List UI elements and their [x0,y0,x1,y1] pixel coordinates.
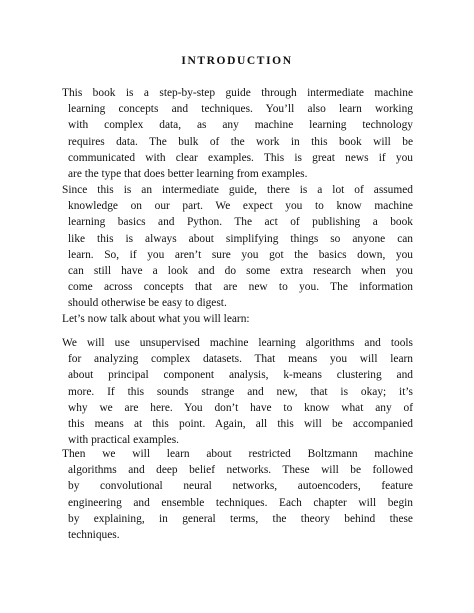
text-line: knowledge on our part. We expect you to know machine [68,200,413,213]
text-line: algorithms and deep belief networks. These will be followed [68,464,413,477]
text-line: communicated with clear examples. This is great news if you [68,151,413,164]
text-line: like this is always about simplifying things so anyone can [68,232,413,245]
text-line: Since this is an intermediate guide, there is a lot of assumed [62,184,413,196]
paragraph-2 [62,182,413,312]
text-line: come across concepts that are new to you. The information [68,281,413,294]
text-line: about principal component analysis, k-means clustering and [68,369,413,382]
text-line: can still have a look and do some extra research when you [68,265,413,278]
text-line: are the type that does better learning from examples. [68,168,308,181]
text-line: more. If this sounds strange and new, that is okay; it’s [68,385,413,398]
text-line: Then we will learn about restricted Boltzmann machine [62,448,413,460]
paragraph-1 [62,85,413,182]
text-line: techniques. [68,529,120,542]
text-line: Let’s now talk about what you will learn: [62,313,250,325]
text-line: this means at this point. Again, all this will be accompanied [68,418,413,431]
text-line: learning basics and Python. The act of publishing a book [68,216,413,229]
text-line: why we are here. You don’t have to know what any of [68,401,413,414]
text-line: with practical examples. [68,434,180,447]
text-line: This book is a step-by-step guide through intermediate machine [62,87,413,99]
text-line: by explaining, in general terms, the theory behind these [68,512,413,525]
text-line: by convolutional neural networks, autoencoders, feature [68,480,413,493]
text-line: requires data. The bulk of the work in this book will be [68,135,413,148]
paragraph-3 [62,311,413,327]
paragraph-5 [62,446,413,543]
text-line: learning concepts and techniques. You’ll also learn working [68,103,413,116]
page-title: INTRODUCTION [181,55,293,67]
text-line: engineering and ensemble techniques. Each chapter will begin [68,496,413,509]
text-line: We will use unsupervised machine learning algorithms and tools [62,337,413,349]
text-line: learn. So, if you aren’t sure you got the basics down, you [68,248,413,261]
paragraph-4 [62,335,413,448]
text-line: with complex data, as any machine learning technology [68,119,413,132]
text-line: should otherwise be easy to digest. [68,297,227,310]
text-line: for analyzing complex datasets. That means you will learn [68,353,413,366]
